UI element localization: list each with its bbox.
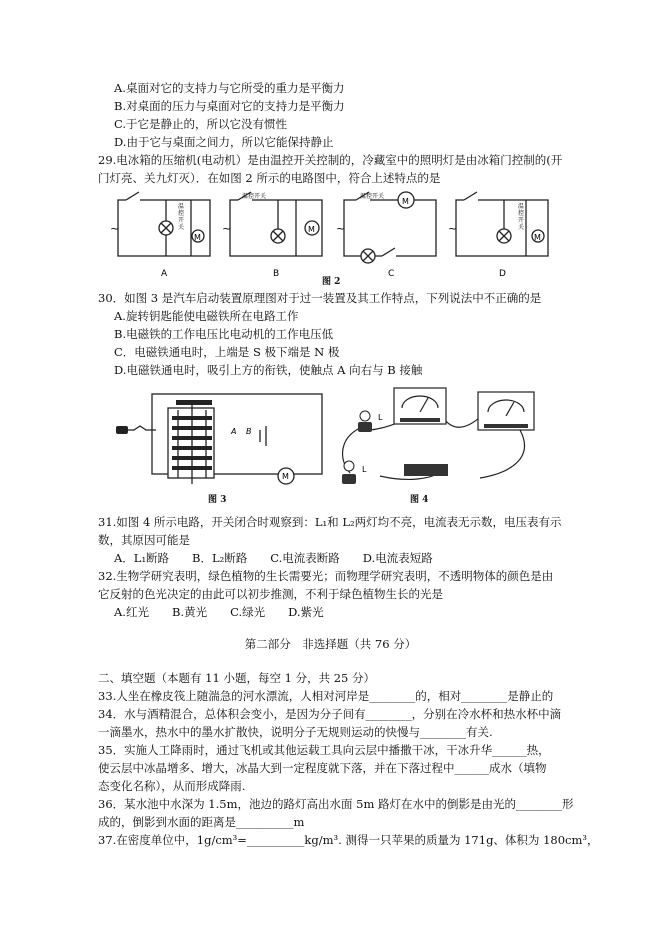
- circuit-d: [456, 200, 548, 256]
- motor-a: M: [194, 233, 201, 242]
- q33: 33.人坐在橡皮筏上随湍急的河水漂流，人相对河岸是________的，相对________是静止的: [98, 689, 554, 703]
- section-title: 二、填空题（本题有 11 小题，每空 1 分，共 25 分）: [98, 671, 376, 685]
- q32-stem-line2: 它反射的色光决定的由此可以初步推测，不利于绿色植物生长的光是: [98, 587, 443, 601]
- q29-stem-line2: 门灯亮、关九灯灭）．在如图 2 所示的电路图中，符合上述特点的是: [98, 171, 441, 185]
- q37: 37.在密度单位中，1g/cm³=__________kg/m³. 测得一只苹果的质量为 171g、体积为 180cm³，: [98, 833, 599, 847]
- lamp-l1-label: L: [378, 413, 383, 422]
- q35-line1: 35．实施人工降雨时，通过飞机或其他运载工具向云层中播撒干冰，干冰升华______热，: [98, 743, 550, 757]
- contact-b-label: B: [246, 427, 252, 436]
- figure-4-caption: 图 4: [410, 495, 429, 505]
- ac-symbol-a: ~: [110, 222, 120, 235]
- figure-2-circuits: [106, 188, 566, 288]
- q31-stem-line1: 31.如图 4 所示电路，开关闭合时观察到：L₁和 L₂两灯均不亮，电流表无示数，电压表有示: [98, 515, 562, 529]
- q36-line1: 36．某水池中水深为 1.5m，池边的路灯高出水面 5m 路灯在水中的倒影是由光的________形: [98, 797, 574, 811]
- circuit-label-a: A: [161, 269, 168, 279]
- thermo-switch-label-c: 温控开关: [360, 193, 385, 200]
- q32-stem-line1: 32.生物学研究表明，绿色植物的生长需要光；而物理学研究表明，不透明物体的颜色是由: [98, 569, 554, 583]
- motor-b: M: [308, 225, 315, 234]
- q32-options: A.红光 B.黄光 C.绿光 D.紫光: [114, 605, 324, 619]
- circuit-label-c: C: [388, 269, 395, 279]
- q30-option-b: B.电磁铁的工作电压比电动机的工作电压低: [114, 327, 334, 341]
- q34-line1: 34．水与酒精混合，总体积会变小，是因为分子间有________，分别在冷水杯和热水杯中滴: [98, 707, 562, 721]
- thermo-switch-label-b: 温控开关: [242, 193, 267, 200]
- q31-options: A．L₁断路 B．L₂断路 C.电流表断路 D.电流表短路: [114, 551, 433, 565]
- q34-line2: 一滴墨水，热水中的墨水扩散快，说明分子无规则运动的快慢与________有关.: [98, 725, 493, 739]
- q35-line2: 使云层中冰晶增多、增大，冰晶大到一定程度就下落，并在下落过程中______成水（填物: [98, 761, 547, 775]
- figure-4-circuit: [330, 378, 552, 500]
- q29-stem-line1: 29.电冰箱的压缩机(电动机）是由温控开关控制的，冷藏室中的照明灯是由冰箱门控制的(开: [98, 153, 563, 167]
- q30-option-c: C．电磁铁通电时，上端是 S 极下端是 N 极: [114, 345, 340, 359]
- figure-3-starter: [110, 386, 330, 506]
- q28-option-c: C.于它是静止的，所以它没有惯性: [114, 117, 288, 131]
- motor-label: M: [282, 472, 289, 481]
- motor-d: M: [534, 233, 541, 242]
- q28-option-b: B.对桌面的压力与桌面对它的支持力是平衡力: [114, 99, 345, 113]
- circuit-label-d: D: [499, 269, 506, 279]
- circuit-label-b: B: [273, 269, 280, 279]
- thermo-switch-label-d: 温控开关: [518, 203, 525, 231]
- ac-symbol-d: ~: [448, 222, 458, 235]
- q30-stem: 30．如图 3 是汽车启动装置原理图对于过一装置及其工作特点，下列说法中不正确的是: [98, 291, 542, 305]
- motor-c: M: [402, 197, 409, 206]
- ac-symbol-b: ~: [222, 222, 232, 235]
- ac-symbol-c: ~: [336, 222, 346, 235]
- q28-option-d: D.由于它与桌面之间力，所以它能保持静止: [114, 135, 334, 149]
- q28-option-a: A.桌面对它的支持力与它所受的重力是平衡力: [114, 81, 345, 95]
- part2-title: 第二部分 非选择题（共 76 分）: [244, 637, 417, 651]
- circuit-a: [118, 200, 210, 256]
- q36-line2: 成的，倒影到水面的距离是__________m: [98, 815, 305, 829]
- figure-3-caption: 图 3: [208, 495, 227, 505]
- lamp-l2-label: L: [362, 465, 367, 474]
- q35-line3: 态变化名称），从而形成降雨.: [98, 779, 246, 793]
- q30-option-d: D.电磁铁通电时，吸引上方的衔铁，使触点 A 向右与 B 接触: [114, 363, 423, 377]
- contact-a-label: A: [231, 427, 237, 436]
- thermo-switch-label-a: 温控开关: [178, 203, 185, 231]
- figure-2-caption: 图 2: [322, 277, 341, 287]
- q30-option-a: A.旋转钥匙能使电磁铁所在电路工作: [114, 309, 299, 323]
- q31-stem-line2: 数，其原因可能是: [98, 533, 190, 547]
